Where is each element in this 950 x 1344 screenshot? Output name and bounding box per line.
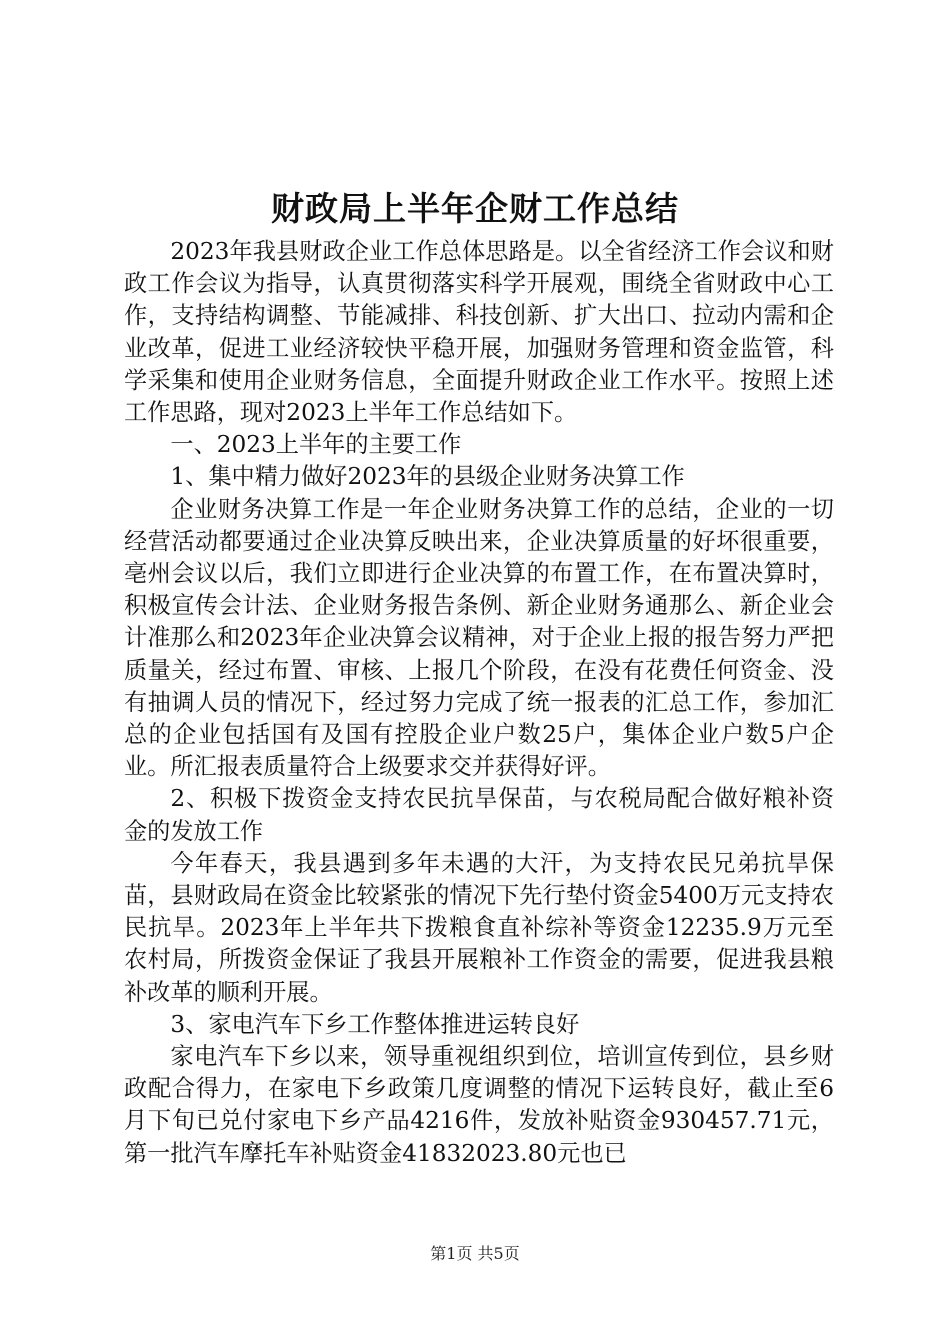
document-body bbox=[124, 236, 834, 1170]
subheading-appliances-to-countryside: 3、家电汽车下乡工作整体推进运转良好 bbox=[170, 1010, 580, 1038]
page-footer: 第1页 共5页 bbox=[430, 1244, 520, 1263]
subheading-drought-funds: 2、积极下拨资金支持农民抗旱保苗，与农税局配合做好粮补资金的发放工作 bbox=[124, 785, 834, 845]
section-heading-main-work: 一、2023上半年的主要工作 bbox=[170, 431, 462, 459]
paragraph-drought-funds: 今年春天，我县遇到多年未遇的大汗，为支持农民兄弟抗旱保苗，县财政局在资金比较紧张的情况下先行垫付资金5400万元支持农民抗旱。2023年上半年共下拨粮食直补综补等资金12235.9万元至农村局，所拨资金保证了我县开展粮补工作资金的需要，促进我县粮补改革的顺利开展。 bbox=[124, 849, 834, 1006]
paragraph-intro: 2023年我县财政企业工作总体思路是。以全省经济工作会议和财政工作会议为指导，认真贯彻落实科学开展观，围绕全省财政中心工作，支持结构调整、节能减排、科技创新、扩大出口、拉动内需和企业改革，促进工业经济较快平稳开展，加强财务管理和资金监管，科学采集和使用企业财务信息，全面提升财政企业工作水平。按照上述工作思路，现对2023上半年工作总结如下。 bbox=[124, 238, 834, 427]
paragraph-financial-accounts: 企业财务决算工作是一年企业财务决算工作的总结，企业的一切经营活动都要通过企业决算反映出来，企业决算质量的好坏很重要，亳州会议以后，我们立即进行企业决算的布置工作，在布置决算时，积极宣传会计法、企业财务报告条例、新企业财务通那么、新企业会计准那么和2023年企业决算会议精神，对于企业上报的报告努力严把质量关，经过布置、审核、上报几个阶段，在没有花费任何资金、没有抽调人员的情况下，经过努力完成了统一报表的汇总工作，参加汇总的企业包括国有及国有控股企业户数25户，集体企业户数5户企业。所汇报表质量符合上级要求交并获得好评。 bbox=[124, 495, 834, 781]
paragraph-appliances-to-countryside: 家电汽车下乡以来，领导重视组织到位，培训宣传到位，县乡财政配合得力，在家电下乡政策几度调整的情况下运转良好，截止至6月下旬已兑付家电下乡产品4216件，发放补贴资金930457.71元，第一批汽车摩托车补贴资金41832023.80元也已 bbox=[124, 1043, 834, 1167]
document-title: 财政局上半年企财工作总结 bbox=[271, 189, 679, 228]
subheading-financial-accounts: 1、集中精力做好2023年的县级企业财务决算工作 bbox=[170, 463, 685, 491]
